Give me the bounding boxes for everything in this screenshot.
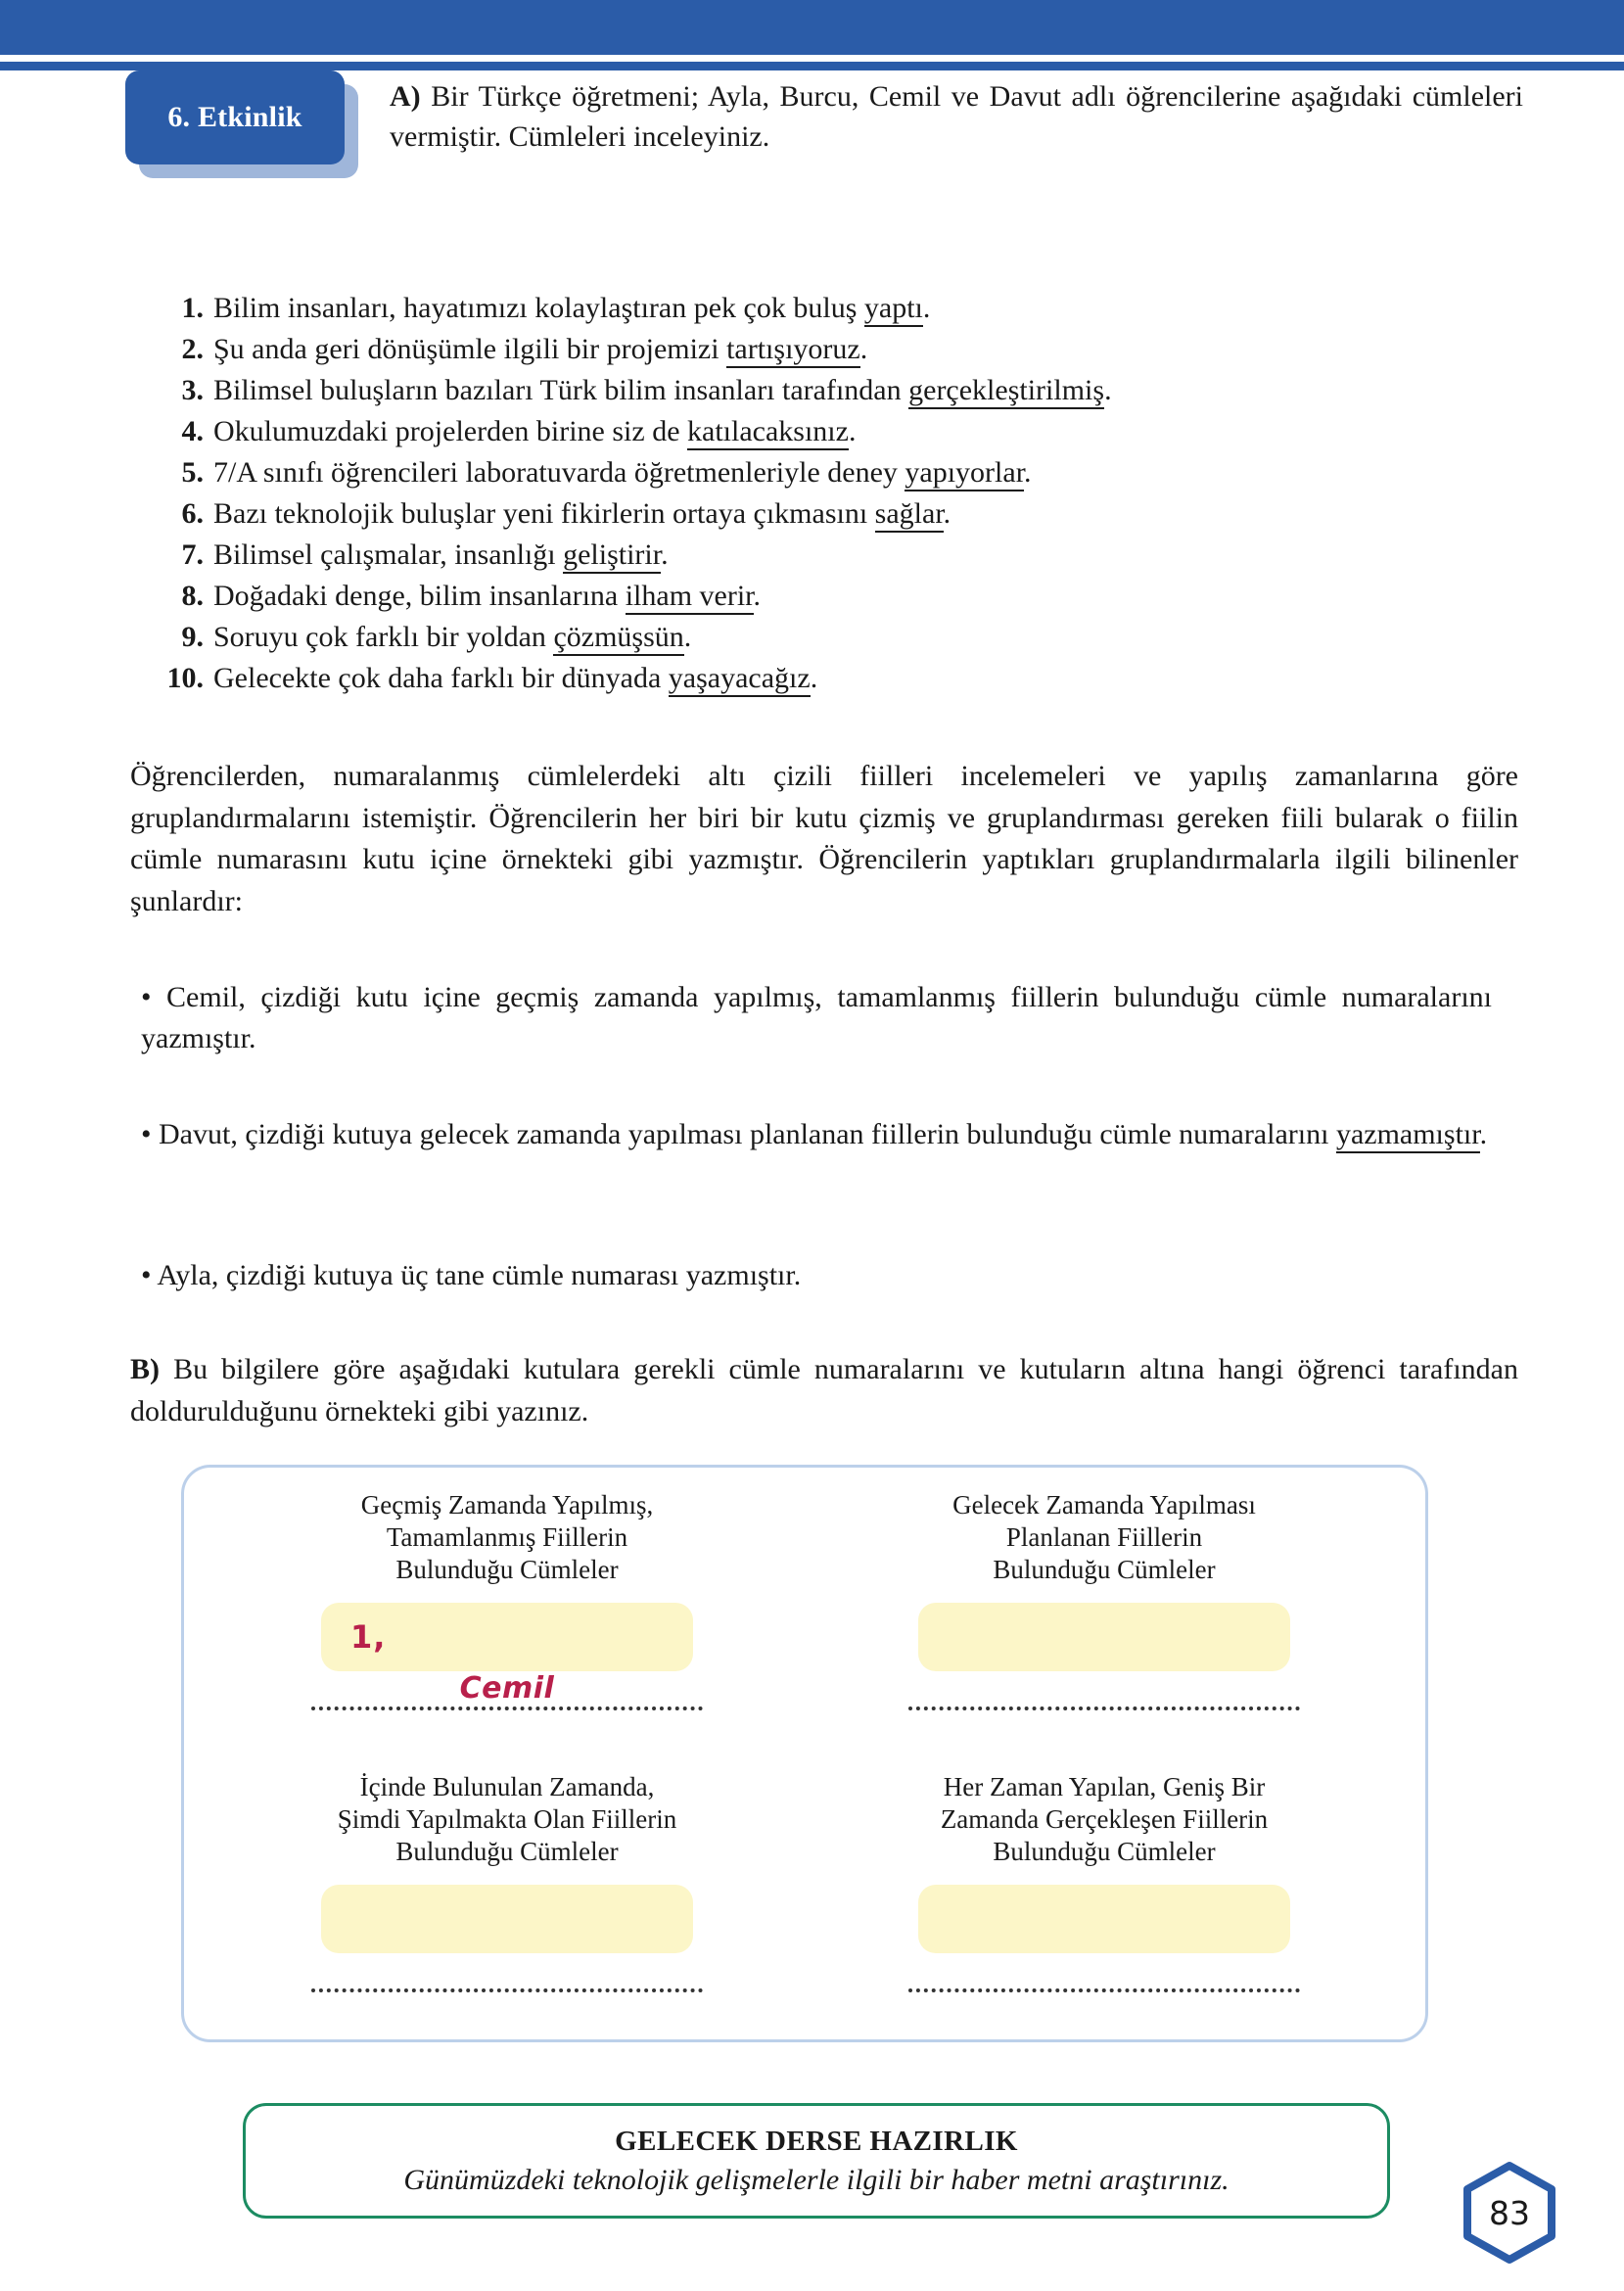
student-name-value: Cemil	[459, 1670, 555, 1706]
answer-input-box[interactable]	[321, 1885, 693, 1953]
sentence-underlined-verb: ilham verir	[626, 580, 754, 615]
header-decorative-gap	[0, 55, 1624, 62]
sentence-item	[147, 623, 1419, 652]
header-decorative-bar-thick	[0, 0, 1624, 55]
bullet-davut	[141, 1114, 1511, 1155]
sentence-item	[147, 458, 1419, 488]
sentence-underlined-verb: katılacaksınız	[687, 415, 849, 450]
sentence-text-pre: Okulumuzdaki projelerden birine siz de	[213, 415, 688, 447]
sentence-text-pre: Bilimsel buluşların bazıları Türk bilim insanları tarafından	[213, 374, 909, 406]
answer-input-box[interactable]	[918, 1603, 1290, 1671]
sentence-text-post: .	[859, 333, 868, 365]
next-lesson-prep-title: GELECEK DERSE HAZIRLIK	[615, 2125, 1018, 2157]
sentence-text	[213, 458, 1419, 488]
sentence-text-post: .	[661, 538, 669, 571]
next-lesson-prep-box	[243, 2103, 1390, 2219]
sentence-text	[213, 499, 1419, 529]
activity-badge	[125, 70, 358, 178]
bullet-cemil: • Cemil, çizdiği kutu içine geçmiş zamanda yapılmış, tamamlanmış fiillerin bulunduğu cümle numaralarını yazmıştır.	[141, 981, 1492, 1054]
bullet-davut-post: .	[1479, 1118, 1488, 1150]
sentence-number: 1.	[181, 292, 204, 324]
section-b-label: B)	[130, 1353, 160, 1385]
header-decorative-bar-thin	[0, 62, 1624, 70]
sentence-number: 2.	[181, 333, 204, 365]
explanation-paragraph: Öğrencilerden, numaralanmış cümlelerdeki altı çizili fiilleri incelemeleri ve yapılış zamanlarına göre gruplandırmalarını istemiştir. Öğrencilerin her biri bir kutu çizmiş ve gruplandırması gereken fiili bularak o fiilin cümle numarasını kutu içine örnekteki gibi yazmıştır. Öğrencilerin yaptıkları gruplandırmalarla ilgili bilinenler şunlardır:	[130, 760, 1518, 917]
sentence-text-pre: Doğadaki denge, bilim insanlarına	[213, 580, 626, 612]
sentence-text	[213, 540, 1419, 570]
sentence-item	[147, 376, 1419, 405]
sentence-underlined-verb: sağlar	[875, 497, 944, 533]
next-lesson-prep-subtitle: Günümüzdeki teknolojik gelişmelerle ilgili bir haber metni araştırınız.	[403, 2163, 1230, 2196]
sentence-underlined-verb: gerçekleştirilmiş	[908, 374, 1104, 409]
bullet-ayla: • Ayla, çizdiği kutuya üç tane cümle numarası yazmıştır.	[141, 1259, 802, 1291]
sentence-number: 8.	[181, 580, 204, 612]
quadrant-title: İçinde Bulunulan Zamanda, Şimdi Yapılmakta Olan Fiillerin Bulunduğu Cümleler	[337, 1772, 677, 1866]
bullet-davut-pre: • Davut, çizdiği kutuya gelecek zamanda yapılması planlanan fiillerin bulunduğu cümle numaralarını	[141, 1118, 1336, 1150]
quadrant-title: Her Zaman Yapılan, Geniş Bir Zamanda Gerçekleşen Fiillerin Bulunduğu Cümleler	[940, 1772, 1269, 1866]
sentence-text	[213, 623, 1419, 652]
answer-quadrant	[830, 1489, 1378, 1716]
sentence-text-pre: Gelecekte çok daha farklı bir dünyada	[213, 662, 669, 694]
student-name-line[interactable]	[311, 1957, 703, 1998]
sentence-text	[213, 335, 1419, 364]
sentence-item	[147, 335, 1419, 364]
student-name-line[interactable]	[908, 1675, 1300, 1716]
quadrant-title: Geçmiş Zamanda Yapılmış, Tamamlanmış Fiillerin Bulunduğu Cümleler	[360, 1490, 654, 1584]
sentence-text-post: .	[753, 580, 762, 612]
sentence-list	[147, 294, 1419, 705]
dotted-writing-line	[311, 1988, 703, 1992]
sentence-item	[147, 499, 1419, 529]
dotted-writing-line	[311, 1707, 703, 1710]
sentence-number: 7.	[181, 538, 204, 571]
sentence-text-post: .	[943, 497, 951, 530]
sentence-text-pre: Bilimsel çalışmalar, insanlığı	[213, 538, 564, 571]
sentence-underlined-verb: yaşayacağız	[669, 662, 811, 697]
sentence-number: 9.	[181, 621, 204, 653]
sentence-underlined-verb: yaptı	[864, 292, 923, 327]
sentence-underlined-verb: çözmüşsün	[553, 621, 683, 656]
sentence-text	[213, 417, 1419, 446]
sentence-text-post: .	[922, 292, 931, 324]
answer-grid-container	[181, 1465, 1428, 2042]
sentence-underlined-verb: tartışıyoruz	[726, 333, 860, 368]
sentence-number: 3.	[181, 374, 204, 406]
sentence-number: 10.	[166, 662, 204, 694]
sentence-text-post: .	[810, 662, 818, 694]
sentence-text	[213, 664, 1419, 693]
answer-value: 1,	[350, 1617, 387, 1656]
sentence-text-post: .	[1024, 456, 1032, 489]
dotted-writing-line	[908, 1707, 1300, 1710]
sentence-item	[147, 582, 1419, 611]
sentence-text-pre: Soruyu çok farklı bir yoldan	[213, 621, 554, 653]
section-a-intro	[390, 76, 1523, 157]
sentence-item	[147, 294, 1419, 323]
answer-quadrant	[233, 1771, 781, 1998]
sentence-item	[147, 417, 1419, 446]
sentence-underlined-verb: geliştirir	[563, 538, 661, 574]
sentence-underlined-verb: yapıyorlar	[905, 456, 1024, 491]
student-name-line[interactable]	[908, 1957, 1300, 1998]
page-number-text: 83	[1489, 2193, 1530, 2232]
section-a-label: A)	[390, 80, 421, 113]
sentence-text-pre: Şu anda geri dönüşümle ilgili bir projemizi	[213, 333, 727, 365]
sentence-text-pre: Bazı teknolojik buluşlar yeni fikirlerin ortaya çıkmasını	[213, 497, 875, 530]
sentence-number: 5.	[181, 456, 204, 489]
sentence-text-post: .	[683, 621, 692, 653]
sentence-number: 4.	[181, 415, 204, 447]
section-b-text: Bu bilgilere göre aşağıdaki kutulara gerekli cümle numaralarını ve kutuların altına hangi öğrenci tarafından doldurulduğunu örnekteki gibi yazınız.	[130, 1353, 1518, 1427]
sentence-item	[147, 540, 1419, 570]
page-number-badge	[1455, 2158, 1564, 2268]
sentence-text	[213, 294, 1419, 323]
answer-input-box[interactable]	[918, 1885, 1290, 1953]
activity-badge-label: 6. Etkinlik	[125, 70, 345, 164]
dotted-writing-line	[908, 1988, 1300, 1992]
section-a-text: Bir Türkçe öğretmeni; Ayla, Burcu, Cemil ve Davut adlı öğrencilerine aşağıdaki cümleleri vermiştir. Cümleleri inceleyiniz.	[390, 80, 1524, 154]
bullet-davut-underlined-verb: yazmamıştır	[1336, 1118, 1480, 1153]
quadrant-title: Gelecek Zamanda Yapılması Planlanan Fiillerin Bulunduğu Cümleler	[952, 1490, 1256, 1584]
section-b-intro	[130, 1349, 1518, 1432]
sentence-text-pre: 7/A sınıfı öğrencileri laboratuvarda öğretmenleriyle deney	[213, 456, 905, 489]
answer-input-box[interactable]	[321, 1603, 693, 1671]
sentence-text-pre: Bilim insanları, hayatımızı kolaylaştıran pek çok buluş	[213, 292, 864, 324]
sentence-number: 6.	[181, 497, 204, 530]
sentence-text-post: .	[1104, 374, 1112, 406]
student-name-line[interactable]	[311, 1670, 703, 1716]
sentence-text	[213, 376, 1419, 405]
answer-quadrant	[830, 1771, 1378, 1998]
sentence-text	[213, 582, 1419, 611]
answer-quadrant	[233, 1489, 781, 1716]
sentence-item	[147, 664, 1419, 693]
sentence-text-post: .	[848, 415, 857, 447]
